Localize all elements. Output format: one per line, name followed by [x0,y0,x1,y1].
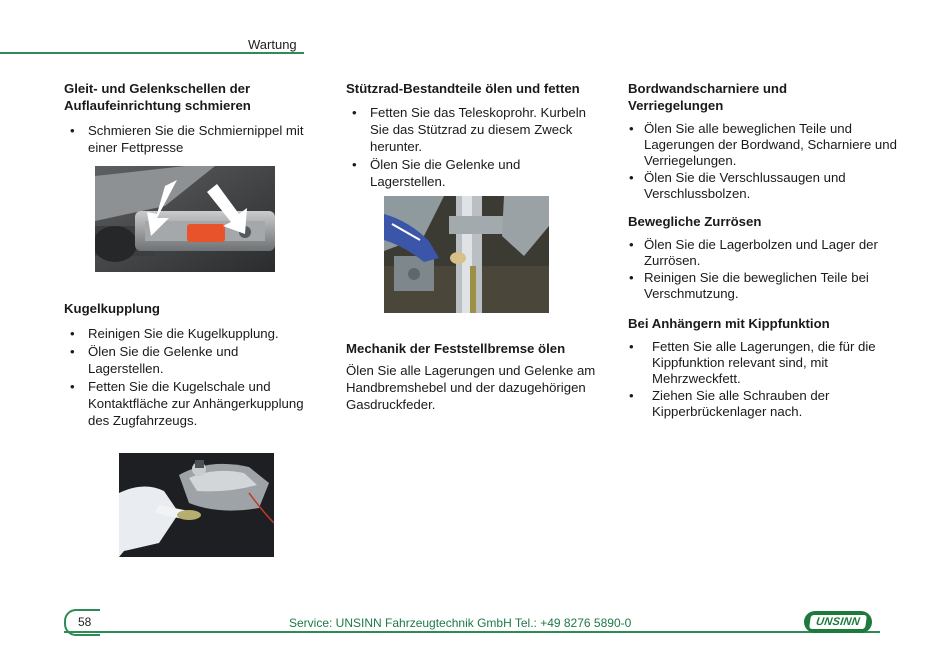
bullet-list [64,122,304,156]
list-item: • Fetten Sie die Kugelschale und Kontaktfläche zur Anhängerkupplung des Zugfahrzeugs. [64,378,304,429]
logo-text: UNSINN [809,615,867,629]
section-title-line2: Auflaufeinrichtung schmieren [64,98,251,113]
section-kippfunktion [628,315,898,421]
grease-nipple-illustration [95,166,275,272]
list-item: • Reinigen Sie die Kugelkupplung. [64,325,304,342]
section-title: Stützrad-Bestandteile ölen und fetten [346,81,580,96]
bullet-list [628,237,898,302]
section-title: Bei Anhängern mit Kippfunktion [628,316,830,331]
section-auflauf [64,80,304,157]
ball-coupling-photo [119,453,274,557]
list-item: • Ölen Sie die Lagerbolzen und Lager der Zurrösen. [628,237,898,269]
section-stuetzrad [346,80,596,191]
header-title: Wartung [248,37,297,52]
ball-coupling-illustration [119,453,274,557]
section-title-line1: Gleit- und Gelenkschellen der [64,81,251,96]
section-bordwand [628,80,898,203]
section-title: Kugelkupplung [64,301,160,316]
section-title [64,80,304,114]
section-title [628,80,898,114]
jockey-wheel-illustration [384,196,549,313]
section-feststellbremse [346,340,596,413]
unsinn-logo [804,611,872,633]
grease-nipple-photo [95,166,275,272]
section-zurroesen [628,213,898,303]
bullet-list [346,104,596,190]
bullet-list [64,325,304,429]
list-item: • Schmieren Sie die Schmiernippel mit einer Fettpresse [64,122,304,156]
list-item: • Ölen Sie die Gelenke und Lagerstellen. [64,343,304,377]
section-title-line2: Verriegelungen [628,98,724,113]
header-rule [0,52,304,54]
list-item: • Ölen Sie die Gelenke und Lagerstellen. [346,156,596,190]
list-item: • Fetten Sie alle Lagerungen, die für die Kippfunktion relevant sind, mit Mehrzweckfett. [628,339,898,387]
section-title-line1: Bordwandscharniere und [628,81,788,96]
list-item: • Reinigen Sie die beweglichen Teile bei Verschmutzung. [628,270,898,302]
jockey-wheel-photo [384,196,549,313]
section-text: Ölen Sie alle Lagerungen und Gelenke am Handbremshebel und der dazugehörigen Gasdruckfeder. [346,363,596,412]
service-contact: Service: UNSINN Fahrzeugtechnik GmbH Tel.: +49 8276 5890-0 [289,616,632,630]
page-number: 58 [78,615,92,629]
section-kugelkupplung [64,300,304,430]
section-title: Mechanik der Feststellbremse ölen [346,341,566,356]
list-item: • Ölen Sie alle beweglichen Teile und Lagerungen der Bordwand, Scharniere und Verriegelungen. [628,121,898,169]
list-item: • Ölen Sie die Verschlussaugen und Verschlussbolzen. [628,170,898,202]
bullet-list [628,121,898,202]
list-item: • Fetten Sie das Teleskoprohr. Kurbeln Sie das Stützrad zu diesem Zweck herunter. [346,104,596,155]
section-title: Bewegliche Zurrösen [628,214,762,229]
list-item: • Ziehen Sie alle Schrauben der Kipperbrückenlager nach. [628,388,898,420]
footer-rule [64,631,880,633]
bullet-list [628,339,898,420]
